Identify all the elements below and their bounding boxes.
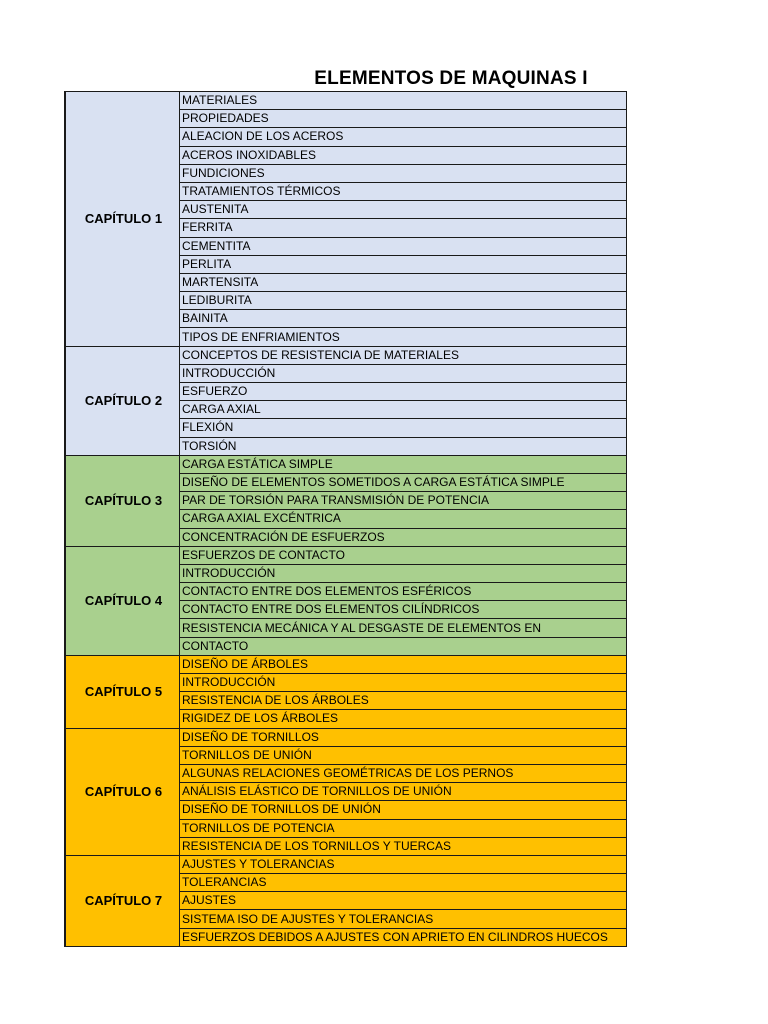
syllabus-table	[64, 91, 627, 947]
topic-cell: FLEXIÓN	[180, 419, 627, 437]
topic-cell: DISEÑO DE ELEMENTOS SOMETIDOS A CARGA ESTÁTICA SIMPLE	[180, 473, 627, 491]
page-title: ELEMENTOS DE MAQUINAS I	[314, 68, 588, 89]
chapter-label: CAPÍTULO 6	[65, 728, 180, 855]
topic-cell: CONTACTO	[180, 637, 627, 655]
topic-cell: ALGUNAS RELACIONES GEOMÉTRICAS DE LOS PERNOS	[180, 764, 627, 782]
topic-cell: INTRODUCCIÓN	[180, 674, 627, 692]
topic-cell: CEMENTITA	[180, 237, 627, 255]
topic-cell: DISEÑO DE TORNILLOS	[180, 728, 627, 746]
topic-cell: TRATAMIENTOS TÉRMICOS	[180, 182, 627, 200]
topic-cell: INTRODUCCIÓN	[180, 564, 627, 582]
topic-cell: PAR DE TORSIÓN PARA TRANSMISIÓN DE POTENCIA	[180, 492, 627, 510]
topic-cell: CONTACTO ENTRE DOS ELEMENTOS ESFÉRICOS	[180, 583, 627, 601]
topic-cell: AJUSTES	[180, 892, 627, 910]
topic-cell: LEDIBURITA	[180, 292, 627, 310]
topic-cell: DISEÑO DE TORNILLOS DE UNIÓN	[180, 801, 627, 819]
topic-cell: CARGA AXIAL	[180, 401, 627, 419]
topic-cell: ESFUERZOS DE CONTACTO	[180, 546, 627, 564]
topic-cell: PERLITA	[180, 255, 627, 273]
topic-cell: SISTEMA ISO DE AJUSTES Y TOLERANCIAS	[180, 910, 627, 928]
topic-cell: RESISTENCIA MECÁNICA Y AL DESGASTE DE ELEMENTOS EN	[180, 619, 627, 637]
topic-cell: CONCEPTOS DE RESISTENCIA DE MATERIALES	[180, 346, 627, 364]
topic-cell: ESFUERZOS DEBIDOS A AJUSTES CON APRIETO EN CILINDROS HUECOS	[180, 928, 627, 946]
topic-cell: CONCENTRACIÓN DE ESFUERZOS	[180, 528, 627, 546]
topic-cell: TORNILLOS DE POTENCIA	[180, 819, 627, 837]
topic-cell: ACEROS INOXIDABLES	[180, 146, 627, 164]
table-row	[65, 728, 627, 746]
syllabus-table-body	[65, 92, 627, 947]
topic-cell: DISEÑO DE ÁRBOLES	[180, 655, 627, 673]
chapter-label: CAPÍTULO 1	[65, 92, 180, 347]
topic-cell: CONTACTO ENTRE DOS ELEMENTOS CILÍNDRICOS	[180, 601, 627, 619]
topic-cell: CARGA AXIAL EXCÉNTRICA	[180, 510, 627, 528]
table-row	[65, 546, 627, 564]
topic-cell: FERRITA	[180, 219, 627, 237]
topic-cell: RESISTENCIA DE LOS TORNILLOS Y TUERCAS	[180, 837, 627, 855]
chapter-label: CAPÍTULO 3	[65, 455, 180, 546]
topic-cell: AJUSTES Y TOLERANCIAS	[180, 855, 627, 873]
chapter-label: CAPÍTULO 2	[65, 346, 180, 455]
topic-cell: TOLERANCIAS	[180, 874, 627, 892]
table-row	[65, 855, 627, 873]
topic-cell: RESISTENCIA DE LOS ÁRBOLES	[180, 692, 627, 710]
topic-cell: ESFUERZO	[180, 383, 627, 401]
topic-cell: INTRODUCCIÓN	[180, 364, 627, 382]
topic-cell: ANÁLISIS ELÁSTICO DE TORNILLOS DE UNIÓN	[180, 783, 627, 801]
table-row	[65, 92, 627, 110]
topic-cell: TORNILLOS DE UNIÓN	[180, 746, 627, 764]
chapter-label: CAPÍTULO 4	[65, 546, 180, 655]
chapter-label: CAPÍTULO 5	[65, 655, 180, 728]
topic-cell: TIPOS DE ENFRIAMIENTOS	[180, 328, 627, 346]
topic-cell: BAINITA	[180, 310, 627, 328]
topic-cell: FUNDICIONES	[180, 164, 627, 182]
topic-cell: MATERIALES	[180, 92, 627, 110]
topic-cell: ALEACION DE LOS ACEROS	[180, 128, 627, 146]
topic-cell: MARTENSITA	[180, 273, 627, 291]
topic-cell: TORSIÓN	[180, 437, 627, 455]
table-row	[65, 346, 627, 364]
topic-cell: RIGIDEZ DE LOS ÁRBOLES	[180, 710, 627, 728]
table-row	[65, 455, 627, 473]
topic-cell: AUSTENITA	[180, 201, 627, 219]
topic-cell: CARGA ESTÁTICA SIMPLE	[180, 455, 627, 473]
chapter-label: CAPÍTULO 7	[65, 855, 180, 946]
table-row	[65, 655, 627, 673]
topic-cell: PROPIEDADES	[180, 110, 627, 128]
